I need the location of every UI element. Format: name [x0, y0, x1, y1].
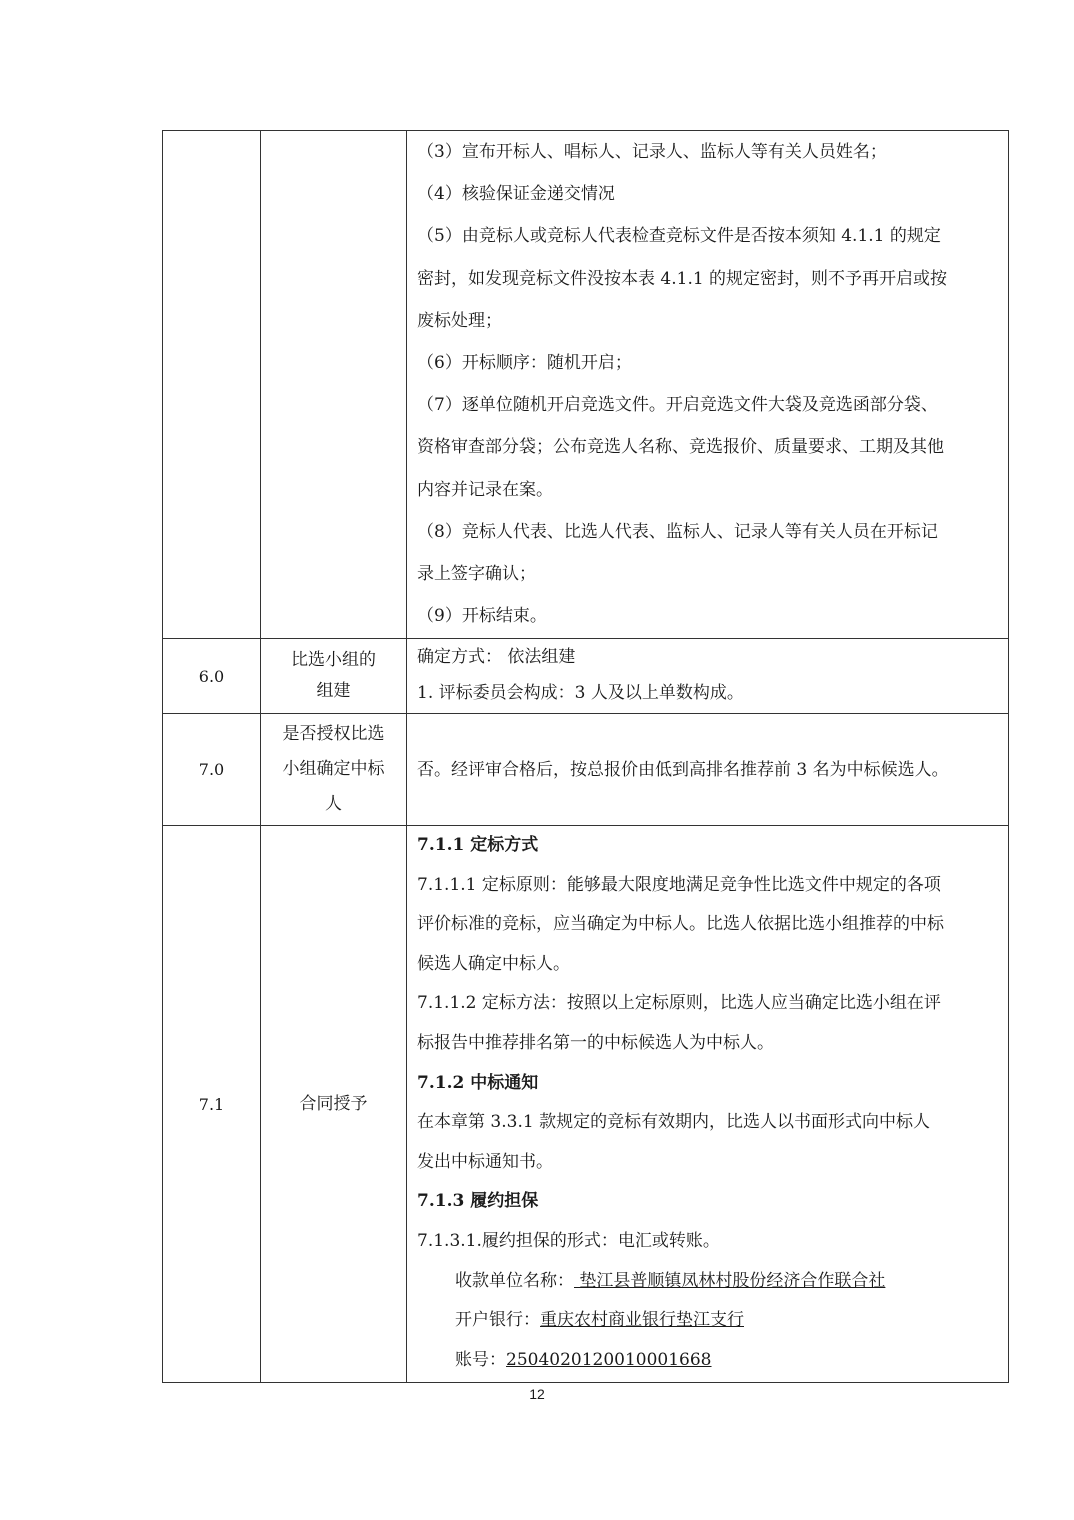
content-line: 录上签字确认；	[417, 564, 536, 585]
bank-line	[417, 1301, 1000, 1341]
content-line: 密封，如发现竞标文件没按本表 4.1.1 的规定密封，则不予再开启或按	[417, 268, 948, 289]
item-line: 组建	[316, 681, 351, 701]
content-line: 标报告中推荐排名第一的中标候选人为中标人。	[417, 1032, 774, 1053]
row-number-cell	[163, 131, 261, 639]
bank-label: 开户银行：	[455, 1310, 540, 1331]
item-line: 人	[325, 794, 342, 814]
payee-line	[417, 1262, 1000, 1302]
bank-value: 重庆农村商业银行垫江支行	[540, 1310, 744, 1331]
account-line	[417, 1341, 1000, 1381]
payee-value: 垫江县普顺镇凤林村股份经济合作联合社	[574, 1270, 886, 1291]
table-row	[163, 826, 1009, 1383]
content-line: 1. 评标委员会构成：3 人及以上单数构成。	[417, 683, 744, 703]
row-number-cell: 7.0	[163, 714, 261, 826]
content-line: （7）逐单位随机开启竞选文件。开启竞选文件大袋及竞选函部分袋、	[417, 395, 938, 416]
item-line: 合同授予	[299, 1093, 368, 1114]
content-line: （4）核验保证金递交情况	[417, 184, 615, 205]
section-heading: 7.1.1 定标方式	[417, 835, 539, 855]
content-line: 在本章第 3.3.1 款规定的竞标有效期内，比选人以书面形式向中标人	[417, 1112, 931, 1133]
content-line: （9）开标结束。	[417, 606, 547, 627]
table-row	[163, 131, 1009, 639]
content-line: 发出中标通知书。	[417, 1151, 553, 1172]
row-number-cell: 7.1	[163, 826, 261, 1383]
item-line: 比选小组的	[291, 650, 376, 670]
content-line: 否。经评审合格后，按总报价由低到高排名推荐前 3 名为中标候选人。	[417, 759, 949, 780]
account-value: 2504020120010001668	[506, 1349, 712, 1370]
content-line: 候选人确定中标人。	[417, 953, 570, 974]
table-row	[163, 714, 1009, 826]
account-label: 账号：	[455, 1349, 506, 1370]
content-line: 确定方式： 依法组建	[417, 647, 576, 667]
item-line: 是否授权比选	[282, 724, 385, 744]
row-item-cell	[261, 826, 407, 1383]
item-line: 小组确定中标	[282, 759, 385, 779]
content-line: 7.1.3.1.履约担保的形式：电汇或转账。	[417, 1230, 720, 1251]
row-item-cell	[261, 714, 407, 826]
row-item-cell	[261, 639, 407, 714]
content-line: （6）开标顺序：随机开启；	[417, 353, 632, 374]
content-line: 评价标准的竞标，应当确定为中标人。比选人依据比选小组推荐的中标	[417, 914, 944, 935]
content-line: 资格审查部分袋；公布竞选人名称、竞选报价、质量要求、工期及其他	[417, 437, 944, 458]
row-content-cell	[407, 826, 1009, 1383]
info-table	[162, 130, 1009, 1383]
content-line: 7.1.1.1 定标原则：能够最大限度地满足竞争性比选文件中规定的各项	[417, 874, 941, 895]
row-content-cell	[407, 714, 1009, 826]
content-line: 废标处理；	[417, 310, 502, 331]
content-line: 内容并记录在案。	[417, 479, 553, 500]
content-line: （8）竞标人代表、比选人代表、监标人、记录人等有关人员在开标记	[417, 521, 938, 542]
row-content-cell	[407, 131, 1009, 639]
row-item-cell	[261, 131, 407, 639]
content-line: 7.1.1.2 定标方法：按照以上定标原则，比选人应当确定比选小组在评	[417, 993, 941, 1014]
table-row	[163, 639, 1009, 714]
content-line: （3）宣布开标人、唱标人、记录人、监标人等有关人员姓名；	[417, 142, 887, 162]
row-content-cell	[407, 639, 1009, 714]
section-heading: 7.1.3 履约担保	[417, 1191, 539, 1212]
page-number: 12	[529, 1386, 545, 1402]
section-heading: 7.1.2 中标通知	[417, 1072, 539, 1093]
row-number-cell: 6.0	[163, 639, 261, 714]
content-line: （5）由竞标人或竞标人代表检查竞标文件是否按本须知 4.1.1 的规定	[417, 226, 941, 247]
payee-label: 收款单位名称：	[455, 1270, 574, 1291]
